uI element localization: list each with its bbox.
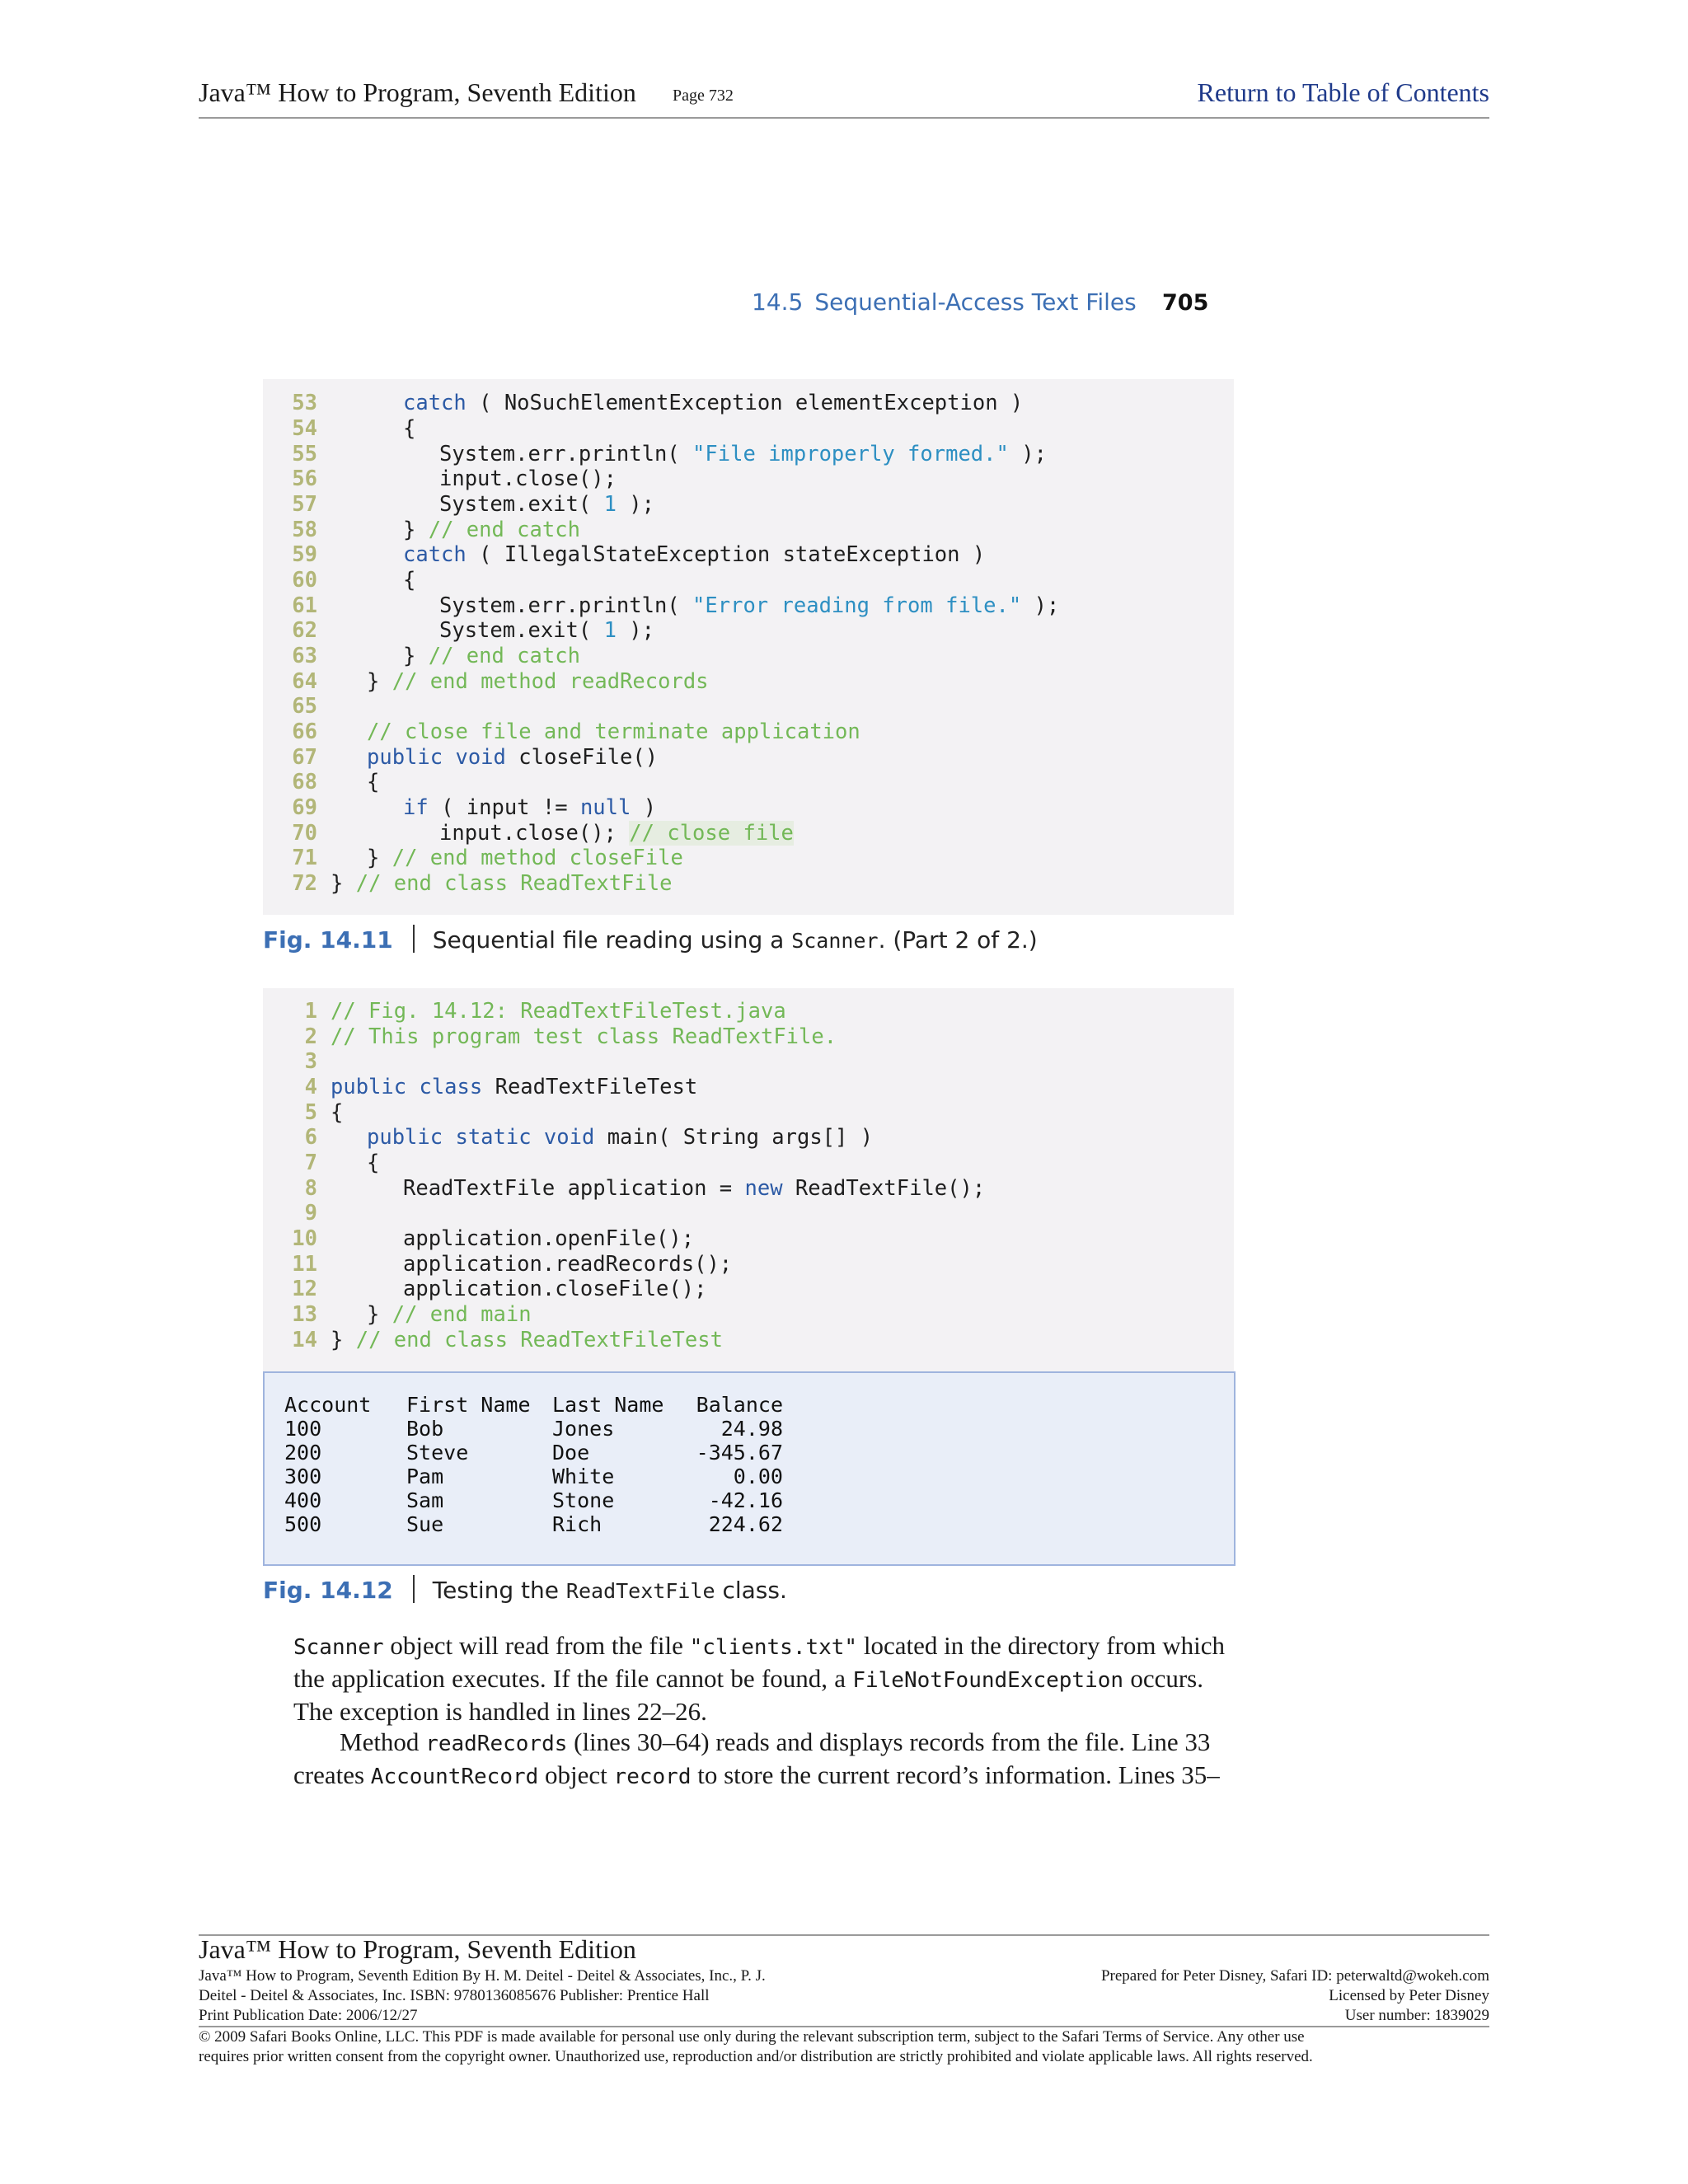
- output-cell: 24.98: [720, 1417, 783, 1441]
- code-string: "File improperly formed.": [692, 442, 1009, 466]
- code-text: {: [331, 1100, 344, 1125]
- line-number: 72: [292, 871, 317, 896]
- line-number: 10: [292, 1226, 317, 1251]
- code-text: }: [331, 1328, 356, 1352]
- code-text: ( input !=: [428, 795, 580, 820]
- caption-code: Scanner: [791, 929, 879, 953]
- output-cell: Sam: [406, 1488, 444, 1512]
- body-text: Method: [340, 1727, 426, 1756]
- code-text: System.err.println(: [439, 593, 693, 618]
- footer-left-line: Java™ How to Program, Seventh Edition By H. M. Deitel - Deitel & Associates, Inc., P. J.: [199, 1967, 766, 1985]
- line-number: 64: [292, 669, 317, 694]
- inline-code: FileNotFoundException: [852, 1668, 1124, 1693]
- line-number: 65: [292, 694, 317, 719]
- code-keyword: public class: [331, 1075, 483, 1099]
- code-comment: // This program test class ReadTextFile.: [331, 1024, 837, 1049]
- code-text: );: [616, 492, 655, 517]
- body-line: [293, 1630, 1225, 1663]
- code-comment: // end catch: [428, 518, 580, 542]
- body-line: [293, 1663, 1203, 1696]
- output-cell: Bob: [406, 1417, 444, 1441]
- code-keyword: public void: [367, 745, 506, 770]
- running-head: [752, 288, 1137, 316]
- line-number: 57: [292, 492, 317, 517]
- code-text: application.readRecords();: [403, 1252, 733, 1277]
- line-number: 70: [292, 821, 317, 846]
- line-number: 11: [292, 1252, 317, 1277]
- body-text: occurs.: [1123, 1664, 1203, 1693]
- footer-left-line: Print Publication Date: 2006/12/27: [199, 2007, 418, 2024]
- line-number: 9: [304, 1201, 317, 1226]
- line-number: 1: [304, 999, 317, 1024]
- code-keyword: null: [579, 795, 631, 820]
- line-number: 61: [292, 593, 317, 618]
- inline-code: readRecords: [425, 1732, 568, 1756]
- output-cell: Doe: [552, 1441, 590, 1465]
- footer-right-line: Licensed by Peter Disney: [1329, 1987, 1489, 2004]
- code-text: System.exit(: [439, 492, 604, 517]
- code-string: "Error reading from file.": [692, 593, 1022, 618]
- body-text: the application executes. If the file cannot be found, a: [293, 1664, 853, 1693]
- line-number: 60: [292, 568, 317, 593]
- code-text: main( String args[] ): [594, 1125, 874, 1150]
- caption-code: ReadTextFile: [565, 1579, 715, 1603]
- code-comment: // end catch: [428, 644, 580, 668]
- body-line: [293, 1727, 1211, 1760]
- code-text: }: [403, 644, 429, 668]
- body-text: object will read from the file: [383, 1631, 690, 1660]
- book-title: Java™ How to Program, Seventh Edition: [199, 77, 636, 107]
- table-of-contents-link[interactable]: Return to Table of Contents: [1197, 77, 1489, 107]
- code-text: );: [616, 618, 655, 643]
- body-text: (lines 30–64) reads and displays records from the file. Line 33: [567, 1727, 1211, 1756]
- output-cell: -345.67: [696, 1441, 783, 1465]
- line-number: 58: [292, 518, 317, 542]
- output-header-cell: Balance: [696, 1393, 783, 1417]
- code-text: ReadTextFile application =: [403, 1176, 745, 1201]
- code-comment: // end main: [392, 1302, 532, 1327]
- footer-book-title: Java™ How to Program, Seventh Edition: [199, 1934, 636, 1964]
- code-text: input.close();: [439, 821, 630, 846]
- code-text: {: [367, 1151, 380, 1175]
- caption-text: Sequential file reading using a: [432, 926, 792, 954]
- code-keyword: public static void: [367, 1125, 595, 1150]
- code-keyword: if: [403, 795, 429, 820]
- output-cell: Stone: [552, 1488, 615, 1512]
- page-label: Page 732: [673, 87, 734, 105]
- output-cell: 200: [284, 1441, 322, 1465]
- code-text: }: [367, 669, 392, 694]
- line-number: 71: [292, 846, 317, 870]
- line-number: 2: [304, 1024, 317, 1049]
- code-comment: // close file and terminate application: [367, 719, 860, 744]
- code-text: closeFile(): [505, 745, 659, 770]
- line-number: 4: [304, 1075, 317, 1099]
- footer-right-line: User number: 1839029: [1344, 2007, 1489, 2024]
- code-text: ReadTextFile();: [782, 1176, 986, 1201]
- output-header-cell: Last Name: [552, 1393, 664, 1417]
- code-text: );: [1021, 593, 1060, 618]
- output-cell: -42.16: [708, 1488, 783, 1512]
- line-number: 53: [292, 391, 317, 415]
- line-number: 5: [304, 1100, 317, 1125]
- caption-separator: [413, 925, 415, 953]
- line-number: 13: [292, 1302, 317, 1327]
- inline-code: record: [613, 1765, 692, 1789]
- inline-code: "clients.txt": [689, 1635, 858, 1660]
- code-text: {: [403, 568, 416, 593]
- code-text: System.exit(: [439, 618, 604, 643]
- code-comment: // Fig. 14.12: ReadTextFileTest.java: [331, 999, 786, 1024]
- line-number: 14: [292, 1328, 317, 1352]
- caption-text: Testing the: [432, 1577, 566, 1604]
- line-number: 8: [304, 1176, 317, 1201]
- code-comment: // end method closeFile: [392, 846, 683, 870]
- page-number: 705: [1162, 290, 1209, 316]
- body-text: creates: [293, 1760, 371, 1789]
- caption-text: class.: [715, 1577, 787, 1604]
- code-text: ): [631, 795, 657, 820]
- inline-code: Scanner: [293, 1635, 384, 1660]
- line-number: 59: [292, 542, 317, 567]
- code-listing-readtextfile: [263, 379, 1234, 915]
- output-header-cell: Account: [284, 1393, 372, 1417]
- code-keyword: catch: [403, 391, 467, 415]
- body-text: to store the current record’s information. Lines 35–: [691, 1760, 1220, 1789]
- line-number: 7: [304, 1151, 317, 1175]
- code-comment: // end method readRecords: [392, 669, 709, 694]
- code-number: 1: [603, 618, 617, 643]
- code-text: application.closeFile();: [403, 1277, 707, 1301]
- code-text: application.openFile();: [403, 1226, 695, 1251]
- program-output: [263, 1371, 1236, 1566]
- output-cell: Sue: [406, 1512, 444, 1536]
- output-cell: 100: [284, 1417, 322, 1441]
- output-cell: 500: [284, 1512, 322, 1536]
- figure-caption: [263, 925, 1038, 958]
- code-number: 1: [603, 492, 617, 517]
- output-cell: 300: [284, 1465, 322, 1488]
- code-text: }: [367, 1302, 392, 1327]
- line-number: 6: [304, 1125, 317, 1150]
- code-text: ReadTextFileTest: [482, 1075, 698, 1099]
- figure-label: Fig. 14.11: [263, 926, 393, 954]
- body-line: [293, 1696, 1203, 1727]
- line-number: 66: [292, 719, 317, 744]
- code-comment: // close file: [629, 821, 794, 846]
- code-text: );: [1008, 442, 1047, 466]
- body-text: located in the directory from which: [857, 1631, 1225, 1660]
- code-keyword: catch: [403, 542, 467, 567]
- output-cell: 400: [284, 1488, 322, 1512]
- body-text: The exception is handled in lines 22–26.: [293, 1697, 707, 1726]
- code-text: ( IllegalStateException stateException ): [466, 542, 986, 567]
- code-text: }: [367, 846, 392, 870]
- code-comment: // end class ReadTextFile: [355, 871, 673, 896]
- output-header-cell: First Name: [406, 1393, 531, 1417]
- figure-caption: [263, 1575, 787, 1608]
- body-line: [293, 1760, 1220, 1793]
- line-number: 54: [292, 416, 317, 441]
- caption-text: . (Part 2 of 2.): [878, 926, 1038, 954]
- line-number: 12: [292, 1277, 317, 1301]
- code-keyword: new: [744, 1176, 783, 1201]
- line-number: 62: [292, 618, 317, 643]
- body-paragraphs: [293, 1630, 1225, 1793]
- body-text: object: [538, 1760, 614, 1789]
- inline-code: AccountRecord: [370, 1765, 539, 1789]
- line-number: 69: [292, 795, 317, 820]
- footer-right-line: Prepared for Peter Disney, Safari ID: peterwaltd@wokeh.com: [1100, 1967, 1489, 1985]
- page-header: [199, 74, 1489, 119]
- output-cell: White: [552, 1465, 615, 1488]
- caption-separator: [413, 1575, 415, 1603]
- code-text: }: [331, 871, 356, 896]
- code-text: }: [403, 518, 429, 542]
- code-text: {: [367, 770, 380, 794]
- line-number: 55: [292, 442, 317, 466]
- output-cell: 224.62: [708, 1512, 783, 1536]
- line-number: 68: [292, 770, 317, 794]
- line-number: 67: [292, 745, 317, 770]
- output-cell: Rich: [552, 1512, 603, 1536]
- line-number: 3: [304, 1049, 317, 1074]
- output-cell: Pam: [406, 1465, 444, 1488]
- output-cell: Steve: [406, 1441, 469, 1465]
- code-text: input.close();: [439, 466, 617, 491]
- section-number: 14.5: [752, 288, 804, 316]
- footer-left-line: Deitel - Deitel & Associates, Inc. ISBN: 9780136085676 Publisher: Prentice Hall: [199, 1987, 710, 2004]
- footer-copyright-line: requires prior written consent from the copyright owner. Unauthorized use, reproduction and/or distribution are strictly prohibited and violate applicable laws. All rights reserved.: [199, 2048, 1313, 2065]
- output-cell: Jones: [552, 1417, 615, 1441]
- figure-label: Fig. 14.12: [263, 1577, 393, 1604]
- footer-copyright-line: © 2009 Safari Books Online, LLC. This PDF is made available for personal use only during the relevant subscription term, subject to the Safari Terms of Service. Any other use: [199, 2028, 1305, 2046]
- code-listing-readtextfiletest: [263, 988, 1234, 1371]
- section-title: Sequential-Access Text Files: [814, 288, 1137, 316]
- code-text: {: [403, 416, 416, 441]
- output-cell: 0.00: [733, 1465, 783, 1488]
- code-comment: // end class ReadTextFileTest: [355, 1328, 723, 1352]
- code-text: System.err.println(: [439, 442, 693, 466]
- code-text: ( NoSuchElementException elementException ): [466, 391, 1024, 415]
- line-number: 56: [292, 466, 317, 491]
- line-number: 63: [292, 644, 317, 668]
